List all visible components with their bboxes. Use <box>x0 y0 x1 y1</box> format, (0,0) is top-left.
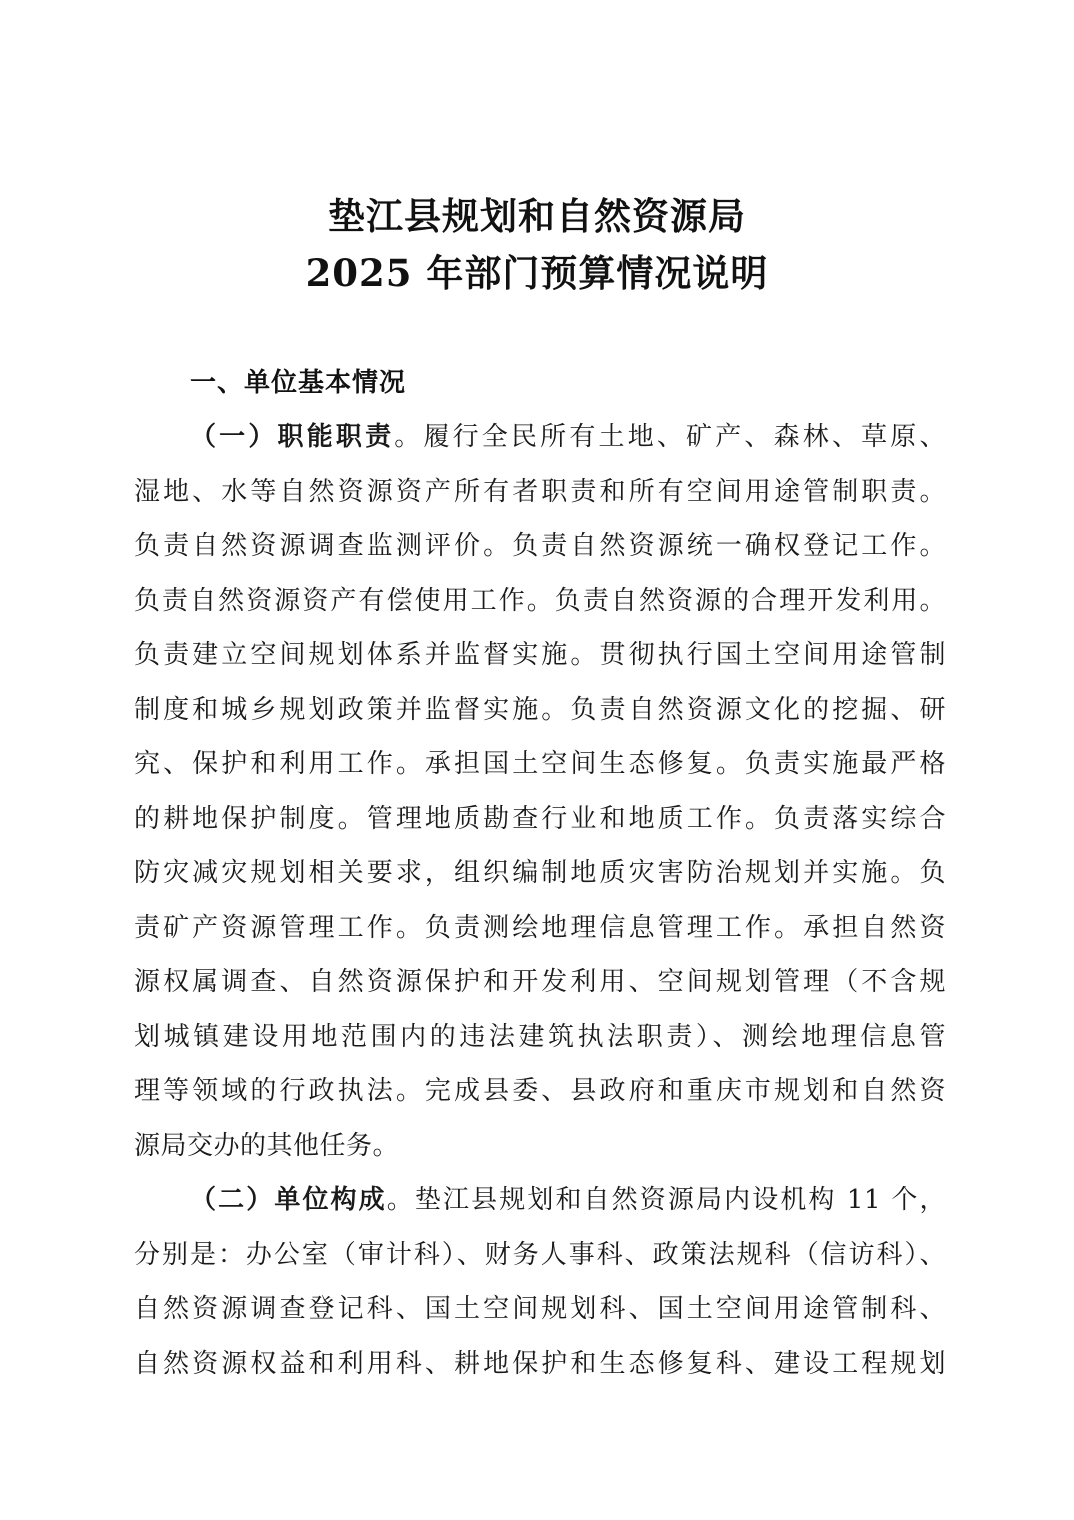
paragraph-line: 理等领域的行政执法。完成县委、县政府和重庆市规划和自然资 <box>134 1076 946 1106</box>
title-line-2: 2025 年部门预算情况说明 <box>305 251 769 295</box>
paragraph-line: 负责建立空间规划体系并监督实施。贯彻执行国土空间用途管制 <box>134 640 946 670</box>
paragraph-lead: （一）职能职责 <box>190 422 395 452</box>
paragraph-line: 自然资源调查登记科、国土空间规划科、国土空间用途管制科、 <box>134 1294 946 1324</box>
paragraph-line: 责矿产资源管理工作。负责测绘地理信息管理工作。承担自然资 <box>134 912 946 943</box>
paragraph-line: （一）职能职责。履行全民所有土地、矿产、森林、草原、 <box>190 422 946 452</box>
paragraph-line: 源权属调查、自然资源保护和开发利用、空间规划管理（不含规 <box>134 967 946 997</box>
paragraph-line: 制度和城乡规划政策并监督实施。负责自然资源文化的挖掘、研 <box>134 694 946 725</box>
document-title <box>0 188 1074 302</box>
paragraph-line: 负责自然资源资产有偿使用工作。负责自然资源的合理开发利用。 <box>134 585 946 616</box>
paragraph-line: 自然资源权益和利用科、耕地保护和生态修复科、建设工程规划 <box>134 1348 946 1379</box>
paragraph-line: 湿地、水等自然资源资产所有者职责和所有空间用途管制职责。 <box>134 476 946 507</box>
paragraph-line: 防灾减灾规划相关要求，组织编制地质灾害防治规划并实施。负 <box>134 858 946 888</box>
paragraph-composition <box>134 1173 946 1391</box>
section-heading: 一、单位基本情况 <box>190 368 407 398</box>
paragraph-line: 负责自然资源调查监测评价。负责自然资源统一确权登记工作。 <box>134 531 946 561</box>
paragraph-lead: （二）单位构成 <box>190 1185 387 1215</box>
paragraph-line: 划城镇建设用地范围内的违法建筑执法职责）、测绘地理信息管 <box>134 1021 946 1052</box>
paragraph-line: 分别是：办公室（审计科）、财务人事科、政策法规科（信访科）、 <box>134 1239 946 1270</box>
paragraph-line: 的耕地保护制度。管理地质勘查行业和地质工作。负责落实综合 <box>134 803 946 834</box>
paragraph-line: 源局交办的其他任务。 <box>134 1130 400 1161</box>
title-line-1: 垫江县规划和自然资源局 <box>328 194 746 238</box>
paragraph-duties <box>134 410 946 1173</box>
document-body <box>134 356 946 1391</box>
paragraph-line: 究、保护和利用工作。承担国土空间生态修复。负责实施最严格 <box>134 749 946 779</box>
paragraph-line: （二）单位构成。垫江县规划和自然资源局内设机构 11 个， <box>190 1185 946 1215</box>
